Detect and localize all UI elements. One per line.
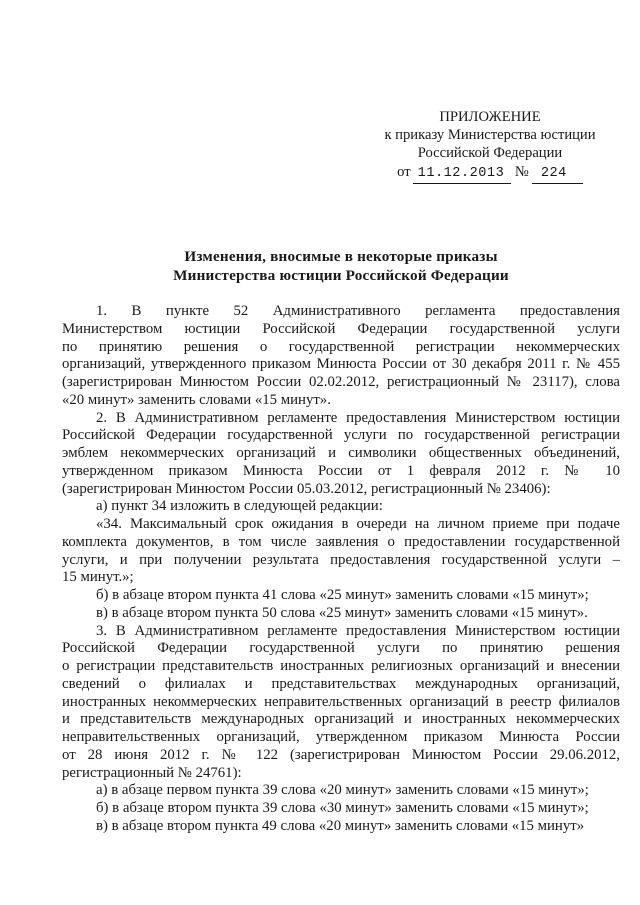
stamp-federation-line: Российской Федерации [417, 145, 563, 161]
body-paragraph-7-line: регистрационный № 24761): [62, 764, 242, 781]
body-paragraph-7-line: 3. В Административном регламенте предоставления Министерством юстиции [96, 622, 620, 639]
document-title-line-1: Изменения, вносимые в некоторые приказы [184, 248, 498, 265]
body-paragraph-4-line: «34. Максимальный срок ожидания в очереди на личном приеме при подаче [96, 516, 620, 532]
body-paragraph-2-line: эмблем некоммерческих организаций и символики общественных объединений, [62, 445, 620, 461]
body-paragraph-10-line: в) в абзаце втором пункта 49 слова «20 минут» заменить словами «15 минут» [96, 817, 585, 834]
body-paragraph-2-line: утвержденном приказом Минюста России от 1 февраля 2012 г. № 10 [62, 462, 620, 479]
body-paragraph-7-line: о регистрации представительств иностранных религиозных организаций и внесении [62, 658, 620, 674]
body-paragraph-4-line: 15 минут.»; [62, 569, 134, 586]
body-paragraph-2-line: (зарегистрирован Минюстом России 05.03.2012, регистрационный № 23406): [62, 480, 551, 497]
body-paragraph-1-line: Министерством юстиции Российской Федерации государственной услуги [62, 320, 620, 337]
body-paragraph-7-line: сведений о филиалах и представительствах международных организаций, [62, 675, 620, 692]
body-paragraph-9-line: б) в абзаце втором пункта 39 слова «30 минут» заменить словами «15 минут»; [96, 800, 589, 816]
body-paragraph-1-line: 1. В пункте 52 Административного регламента предоставления [96, 303, 620, 319]
body-paragraph-4-line: услуги, и при получении результата предоставления государственной услуги – [62, 551, 620, 568]
body-paragraph-1-line: (зарегистрирован Минюстом России 02.02.2012, регистрационный № 23117), слова [62, 374, 620, 390]
date-prefix-label: от [397, 163, 411, 180]
body-paragraph-5-line: б) в абзаце втором пункта 41 слова «25 минут» заменить словами «15 минут»; [96, 587, 589, 603]
body-paragraph-1-line: организаций, утвержденного приказом Минюста России от 30 декабря 2011 г. № 455 [62, 356, 620, 373]
document-title-line-2: Министерства юстиции Российской Федерации [173, 267, 509, 284]
body-paragraph-7-line: от 28 июня 2012 г. № 122 (зарегистрирован Минюстом России 29.06.2012, [62, 746, 620, 763]
stamp-date-number-line [366, 163, 614, 184]
body-paragraph-7-line: иностранных некоммерческих неправительственных организаций в реестр филиалов [62, 693, 620, 710]
document-title [62, 247, 620, 285]
body-paragraph-8-line: а) в абзаце первом пункта 39 слова «20 минут» заменить словами «15 минут»; [96, 782, 589, 799]
body-paragraph-1-line: по принятию решения о государственной регистрации некоммерческих [62, 338, 620, 355]
approval-stamp [366, 108, 614, 184]
body-paragraph-3-line: а) пункт 34 изложить в следующей редакции: [96, 498, 383, 515]
body-paragraph-7-line: и представительств международных организаций и иностранных некоммерческих [62, 711, 620, 728]
stamp-appendix-label: ПРИЛОЖЕНИЕ [439, 109, 541, 125]
document-body [62, 303, 620, 836]
stamp-order-line: к приказу Министерства юстиции [384, 127, 596, 143]
body-paragraph-2-line: 2. В Административном регламенте предоставления Министерством юстиции [96, 409, 620, 426]
order-date-value: 11.12.2013 [413, 166, 512, 184]
body-paragraph-7-line: Российской Федерации государственной услуги по принятию решения [62, 640, 620, 657]
body-paragraph-4-line: комплекта документов, в том числе заявления о предоставлении государственной [62, 533, 620, 550]
number-sign-label: № [514, 163, 529, 180]
body-paragraph-7-line: неправительственных организаций, утвержденном приказом Минюста России [62, 729, 620, 745]
body-paragraph-1-line: «20 минут» заменить словами «15 минут». [62, 391, 331, 408]
body-paragraph-6-line: в) в абзаце втором пункта 50 слова «25 минут» заменить словами «15 минут». [96, 604, 588, 621]
body-paragraph-2-line: Российской Федерации государственной услуги по государственной регистрации [62, 427, 620, 444]
order-number-value: 224 [532, 166, 583, 184]
